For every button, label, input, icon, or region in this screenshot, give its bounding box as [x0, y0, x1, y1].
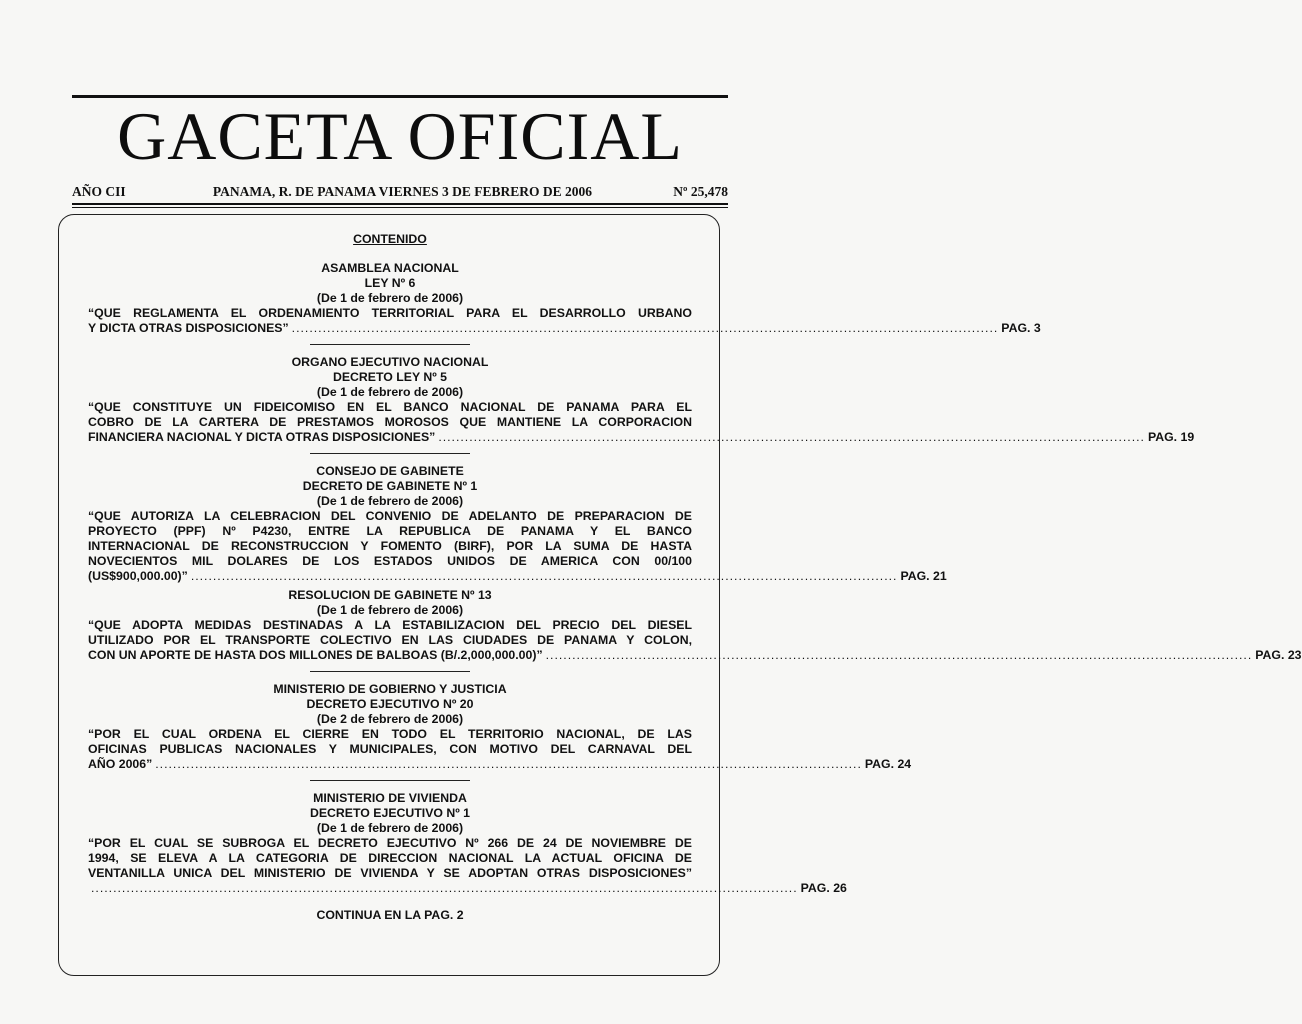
entry-text-line: 1994, SE ELEVA A LA CATEGORIA DE DIRECCION NACIONAL LA ACTUAL OFICINA DE: [88, 851, 692, 865]
entry-date: (De 2 de febrero de 2006): [316, 712, 464, 726]
entry-org: ORGANO EJECUTIVO NACIONAL: [291, 355, 489, 369]
entry-text-line: “QUE REGLAMENTA EL ORDENAMIENTO TERRITORIAL PARA EL DESARROLLO URBANO: [88, 306, 692, 320]
entry-text-line: PROYECTO (PPF) Nº P4230, ENTRE LA REPUBLICA DE PANAMA Y EL BANCO: [88, 524, 692, 538]
contents-entry: [88, 355, 1195, 445]
masthead-title: GACETA OFICIAL: [117, 98, 683, 174]
entry-leader-line: [88, 757, 912, 772]
entry-text-line: “POR EL CUAL ORDENA EL CIERRE EN TODO EL TERRITORIO NACIONAL, DE LAS: [88, 727, 692, 741]
entry-date: (De 1 de febrero de 2006): [316, 494, 464, 508]
entry-text-line: “POR EL CUAL SE SUBROGA EL DECRETO EJECUTIVO Nº 266 DE 24 DE NOVIEMBRE DE: [88, 836, 692, 850]
entry-org: ASAMBLEA NACIONAL: [321, 261, 459, 275]
dateline-rule: [72, 203, 728, 205]
entry-text-line: “QUE CONSTITUYE UN FIDEICOMISO EN EL BANCO NACIONAL DE PANAMA PARA EL: [88, 400, 692, 414]
separator: [310, 453, 470, 454]
year-label: AÑO CII: [72, 184, 126, 199]
entry-doc: DECRETO EJECUTIVO Nº 20: [306, 697, 474, 711]
dot-leader: ................................................................................................................................................................: [438, 430, 1145, 444]
contents-entry: [88, 682, 912, 772]
separator: [310, 671, 470, 672]
entry-doc: DECRETO EJECUTIVO Nº 1: [309, 806, 471, 820]
dateline-rule-thin: [72, 207, 728, 208]
entry-text-line: OFICINAS PUBLICAS NACIONALES Y MUNICIPALES, CON MOTIVO DEL CARNAVAL DEL: [88, 742, 692, 756]
dot-leader: ................................................................................................................................................................: [190, 569, 898, 583]
entry-text-last: Y DICTA OTRAS DISPOSICIONES”: [88, 321, 289, 335]
entry-date: (De 1 de febrero de 2006): [316, 291, 464, 305]
issue-number: Nº 25,478: [673, 184, 728, 199]
entry-text-line: NOVECIENTOS MIL DOLARES DE LOS ESTADOS UNIDOS DE AMERICA CON 00/100: [88, 554, 692, 568]
entry-date: (De 1 de febrero de 2006): [316, 385, 464, 399]
separator: [310, 780, 470, 781]
entry-text-line: COBRO DE LA CARTERA DE PRESTAMOS MOROSOS QUE MANTIENE LA CORPORACION: [88, 415, 692, 429]
entry-date: (De 1 de febrero de 2006): [316, 821, 464, 835]
entry-text-line: “QUE ADOPTA MEDIDAS DESTINADAS A LA ESTABILIZACION DEL PRECIO DEL DIESEL: [88, 618, 692, 632]
contents-heading: CONTENIDO: [353, 232, 427, 246]
entry-text-last: (US$900,000.00)”: [88, 569, 188, 583]
dot-leader: ................................................................................................................................................................: [155, 757, 862, 771]
entry-doc: LEY Nº 6: [364, 276, 416, 290]
entry-text-line: “QUE AUTORIZA LA CELEBRACION DEL CONVENIO DE ADELANTO DE PREPARACION DE: [88, 509, 692, 523]
entry-doc: RESOLUCION DE GABINETE Nº 13: [288, 588, 492, 602]
entry-text-last: CON UN APORTE DE HASTA DOS MILLONES DE BALBOAS (B/.2,000,000.00)”: [88, 648, 543, 662]
continua-note: CONTINUA EN LA PAG. 2: [316, 908, 464, 922]
entry-org: MINISTERIO DE VIVIENDA: [313, 791, 467, 805]
entry-doc: DECRETO DE GABINETE Nº 1: [302, 479, 478, 493]
entry-page[interactable]: PAG. 21: [900, 569, 947, 583]
entry-leader-line: [88, 881, 847, 896]
dateline-bar: [72, 184, 728, 200]
entry-text-line: INTERNACIONAL DE RECONSTRUCCION Y FOMENTO (BIRF), POR LA SUMA DE HASTA: [88, 539, 692, 553]
contents-entry: [88, 791, 847, 896]
entry-doc: DECRETO LEY Nº 5: [332, 370, 448, 384]
dateline-text: PANAMA, R. DE PANAMA VIERNES 3 DE FEBRERO DE 2006: [212, 184, 593, 199]
contents-entry: [88, 588, 1302, 663]
entry-org: CONSEJO DE GABINETE: [316, 464, 464, 478]
entry-date: (De 1 de febrero de 2006): [316, 603, 464, 617]
entry-text-line: UTILIZADO POR EL TRANSPORTE COLECTIVO EN LAS CIUDADES DE PANAMA Y COLON,: [88, 633, 692, 647]
dot-leader: ................................................................................................................................................................: [291, 321, 999, 335]
entry-leader-line: [88, 569, 947, 584]
dot-leader: ................................................................................................................................................................: [545, 648, 1253, 662]
entry-page[interactable]: PAG. 23: [1255, 648, 1302, 662]
entry-leader-line: [88, 430, 1195, 445]
entry-leader-line: [88, 648, 1302, 663]
contents-entry: [88, 464, 947, 584]
dot-leader: ................................................................................................................................................................: [91, 881, 798, 895]
entry-text-line: VENTANILLA UNICA DEL MINISTERIO DE VIVIENDA Y SE ADOPTAN OTRAS DISPOSICIONES”: [88, 866, 692, 880]
entry-page[interactable]: PAG. 3: [1001, 321, 1041, 335]
entry-page[interactable]: PAG. 19: [1147, 430, 1195, 444]
entry-page[interactable]: PAG. 26: [800, 881, 847, 895]
entry-leader-line: [88, 321, 1041, 336]
entry-org: MINISTERIO DE GOBIERNO Y JUSTICIA: [273, 682, 507, 696]
entry-text-last: AÑO 2006”: [88, 757, 153, 771]
entry-text-last: FINANCIERA NACIONAL Y DICTA OTRAS DISPOSICIONES”: [88, 430, 436, 444]
contents-entry: [88, 261, 1041, 336]
entry-page[interactable]: PAG. 24: [864, 757, 912, 771]
contents: [88, 232, 1302, 923]
separator: [310, 344, 470, 345]
